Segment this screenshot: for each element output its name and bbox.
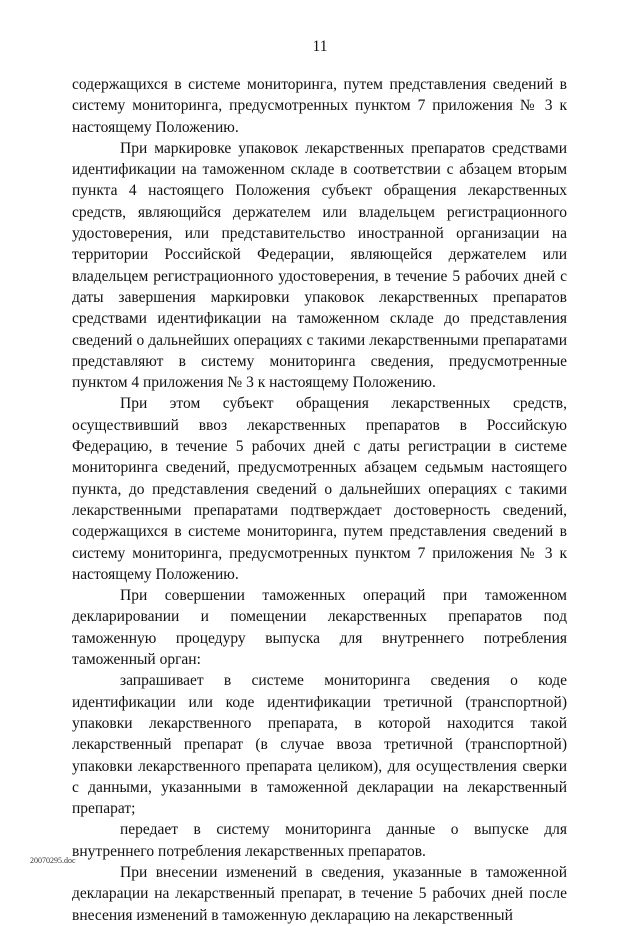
paragraph-import-confirmation: При этом субъект обращения лекарственных средств, осуществивший ввоз лекарственных препаратов в Российскую Федерацию, в течение 5 рабочих дней с даты регистрации в системе мониторинга сведений, предусмотренных абзацем седьмым настоящего пункта, до представления сведений о дальнейших операциях с такими лекарственными препаратами подтверждает достоверность сведений, содержащихся в системе мониторинга, путем представления сведений в систему мониторинга, предусмотренных пунктом 7 приложения № 3 к настоящему Положению. xyxy=(72,395,567,583)
page-number: 11 xyxy=(312,38,328,55)
footer-file-name: 20070295.doc xyxy=(30,856,76,865)
paragraph-transfer-release-data: передает в систему мониторинга данные о выпуске для внутреннего потребления лекарственных препаратов. xyxy=(72,821,567,860)
document-body xyxy=(72,74,567,926)
paragraph-request-identification-code: запрашивает в системе мониторинга сведения о коде идентификации или коде идентификации третичной (транспортной) упаковки лекарственного препарата, в которой находится такой лекарственный препарат (в случае ввоза третичной (транспортной) упаковки лекарственного препарата целиком), для осуществления сверки с данными, указанными в таможенной декларации на лекарственный препарат; xyxy=(72,672,567,818)
paragraph-customs-operations: При совершении таможенных операций при таможенном декларировании и помещении лекарственных препаратов под таможенную процедуру выпуска для внутреннего потребления таможенный орган: xyxy=(72,587,567,669)
paragraph-marking-customs-warehouse: При маркировке упаковок лекарственных препаратов средствами идентификации на таможенном складе в соответствии с абзацем вторым пункта 4 настоящего Положения субъект обращения лекарственных средств, являющийся держателем или владельцем регистрационного удостоверения, или представительство иностранной организации на территории Российской Федерации, являющейся держателем или владельцем регистрационного удостоверения, в течение 5 рабочих дней с даты завершения маркировки упаковок лекарственных препаратов средствами идентификации на таможенном складе до представления сведений о дальнейших операциях с такими лекарственными препаратами представляют в систему мониторинга сведения, предусмотренные пунктом 4 приложения № 3 к настоящему Положению. xyxy=(72,139,567,392)
paragraph-declaration-changes: При внесении изменений в сведения, указанные в таможенной декларации на лекарственный препарат, в течение 5 рабочих дней после внесения изменений в таможенную декларацию на лекарственный xyxy=(72,863,567,924)
paragraph-continuation: содержащихся в системе мониторинга, путем представления сведений в систему мониторинга, предусмотренных пунктом 7 приложения № 3 к настоящему Положению. xyxy=(72,76,567,136)
